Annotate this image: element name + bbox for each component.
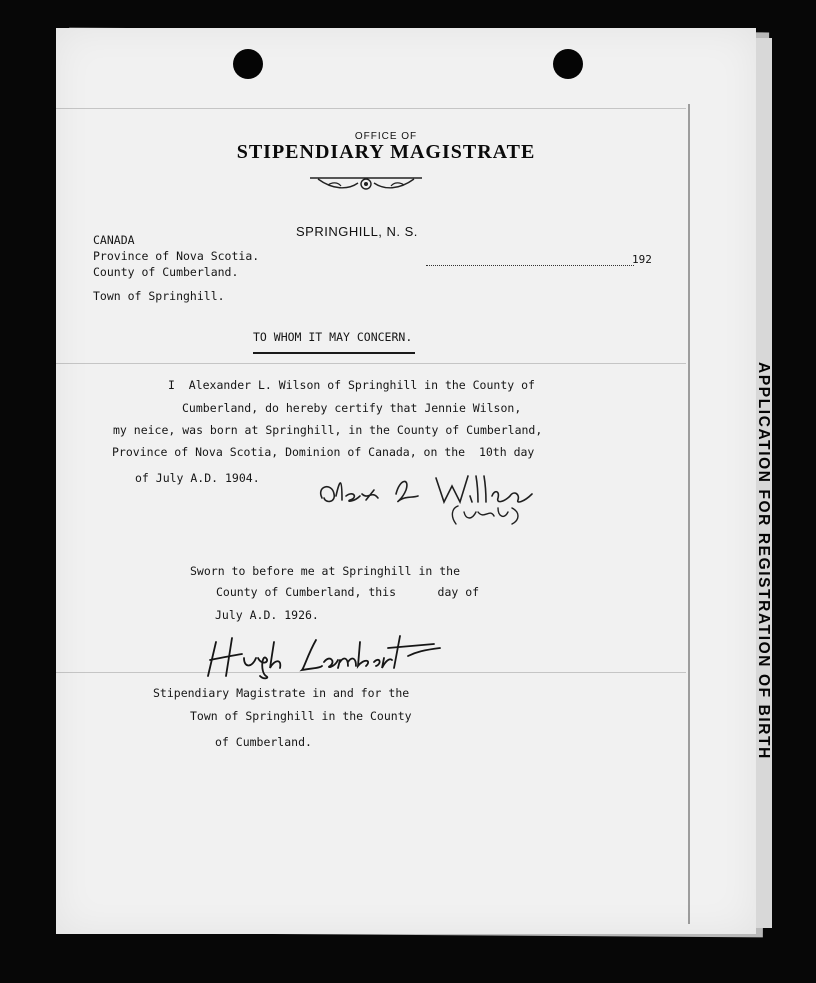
jurisdiction-country: CANADA	[93, 233, 135, 247]
magistrate-title-line-2: Town of Springhill in the County	[190, 709, 412, 723]
jurisdiction-town: Town of Springhill.	[93, 289, 225, 303]
office-of-label: OFFICE OF	[354, 131, 418, 142]
concern-heading: TO WHOM IT MAY CONCERN.	[253, 330, 413, 344]
jurisdiction-county: County of Cumberland.	[93, 265, 239, 279]
side-tab-text: APPLICATION FOR REGISTRATION OF BIRTH	[755, 362, 772, 760]
place-name: SPRINGHILL, N. S.	[296, 224, 418, 239]
date-blank-line	[426, 251, 634, 266]
statement-line-3: my neice, was born at Springhill, in the County of Cumberland,	[113, 423, 543, 437]
magistrate-title-line-3: of Cumberland.	[215, 735, 312, 749]
date-year-suffix: 192	[632, 253, 652, 266]
side-tab-label	[750, 296, 776, 826]
jurisdiction-province: Province of Nova Scotia.	[93, 249, 260, 263]
magistrate-title-line-1: Stipendiary Magistrate in and for the	[153, 686, 410, 700]
jurat-line-3: July A.D. 1926.	[215, 608, 319, 622]
jurat-line-2: County of Cumberland, this day of	[216, 585, 480, 599]
statement-line-5: of July A.D. 1904.	[135, 471, 260, 485]
statement-line-4: Province of Nova Scotia, Dominion of Canada, on the 10th day	[112, 445, 535, 459]
heading-underline	[253, 352, 415, 354]
letterhead-title: STIPENDIARY MAGISTRATE	[236, 141, 536, 163]
ornament-flourish-icon	[308, 172, 424, 194]
fold-line-top	[56, 108, 686, 109]
statement-line-2: Cumberland, do hereby certify that Jennie Wilson,	[182, 401, 522, 415]
certificate-page	[56, 28, 772, 934]
punch-hole-right	[553, 49, 583, 79]
magistrate-signature	[204, 632, 494, 682]
statement-line-1: I Alexander L. Wilson of Springhill in the County of	[168, 378, 535, 392]
deponent-signature	[314, 468, 554, 528]
jurat-line-1: Sworn to before me at Springhill in the	[190, 564, 461, 578]
punch-hole-left	[233, 49, 263, 79]
fold-line-middle	[56, 363, 686, 364]
